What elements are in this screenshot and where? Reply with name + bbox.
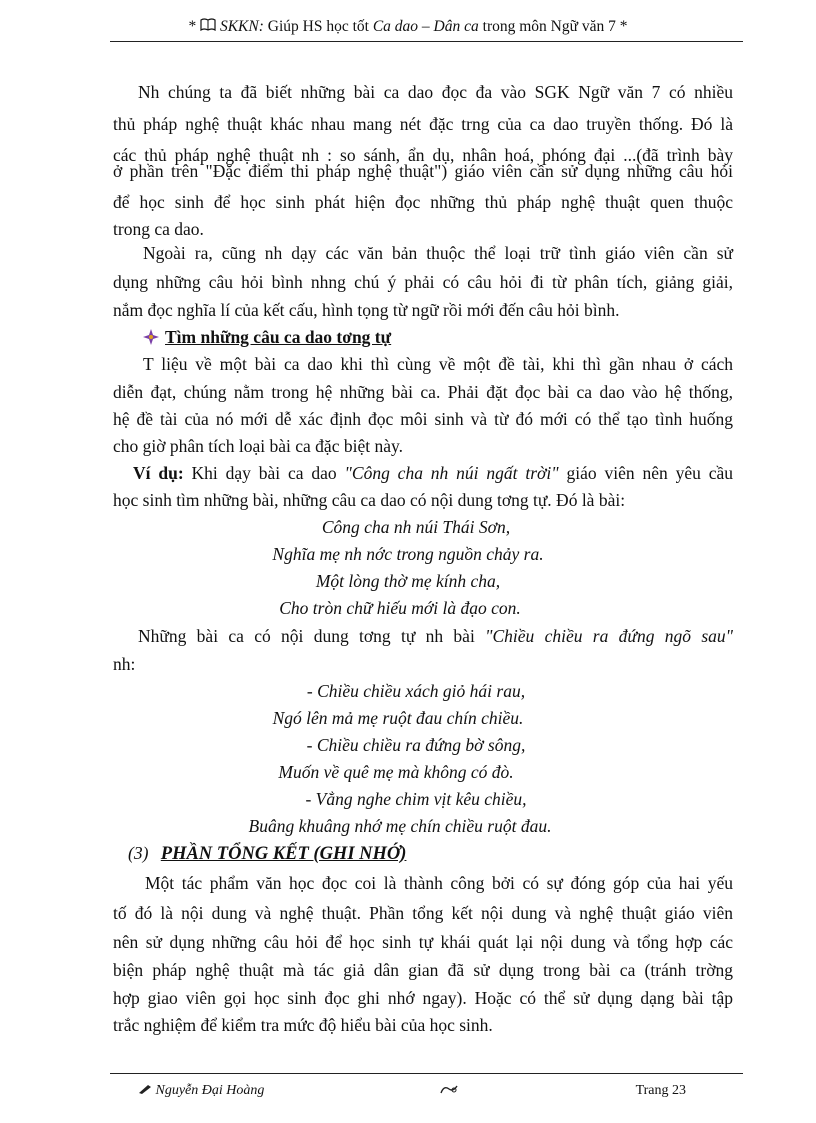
poem2-line-4: Muốn về quê mẹ mà không có đò. — [278, 762, 514, 782]
p2-line-2: dụng những câu hỏi bình nhng chú ý phải có câu hỏi đi từ phân tích, giảng giải, — [113, 272, 733, 292]
poem1-line-2: Nghĩa mẹ nh nớc trong nguồn chảy ra. — [272, 544, 544, 564]
p1-line-2: thủ pháp nghệ thuật khác nhau mang nét đặc trng của ca dao truyền thống. Đó là — [113, 114, 733, 134]
section-heading — [143, 327, 391, 348]
p4-line-1 — [138, 626, 733, 647]
footer-author — [138, 1083, 264, 1099]
p1-line-3: các thủ pháp nghệ thuật nh : so sánh, ẩn dụ, nhân hoá, phóng đại ...(đã trình bày — [113, 145, 733, 165]
book-icon — [200, 18, 216, 36]
header-prefix: * — [188, 18, 201, 35]
example-line-2: học sinh tìm những bài, những câu ca dao có nội dung tơng tự. Đó là bài: — [113, 490, 626, 510]
example-label: Ví dụ: — [133, 463, 184, 483]
p2-line-1: Ngoài ra, cũng nh dạy các văn bản thuộc thể loại trữ tình giáo viên cần sử — [143, 243, 733, 263]
p1-line-6: trong ca dao. — [113, 219, 204, 239]
poem2-line-3: - Chiều chiều ra đứng bờ sông, — [306, 735, 526, 755]
p3-line-2: diễn đạt, chúng nằm trong hệ những bài ca. Phải đặt đọc bài ca dao vào hệ thống, — [113, 382, 733, 402]
footer-page-number: Trang 23 — [635, 1083, 686, 1098]
example-quote: "Công cha nh núi ngất trời" — [344, 463, 559, 483]
p5-line-3: nên sử dụng những câu hỏi để học sinh tự khái quát lại nội dung và tổng hợp các — [113, 932, 733, 952]
header-title-b: Ca dao – Dân ca — [372, 18, 479, 35]
p1-line-1: Nh chúng ta đã biết những bài ca dao đọc đa vào SGK Ngữ văn 7 có nhiều — [138, 82, 733, 102]
p5-line-5: hợp giao viên gọi học sinh đọc ghi nhớ ngay). Hoặc có thể sử dụng dạng bài tập — [113, 988, 733, 1008]
p1-line-4: ở phần trên "Đặc điểm thi pháp nghệ thuật") giáo viên cần sử dụng những câu hỏi — [113, 161, 733, 181]
section-heading-text: Tìm những câu ca dao tơng tự — [165, 327, 392, 347]
header-title-c: trong môn Ngữ văn 7 * — [478, 18, 628, 35]
p5-line-2: tố đó là nội dung và nghệ thuật. Phần tổng kết nội dung và nghệ thuật giáo viên — [113, 903, 733, 923]
example-line-1 — [133, 463, 733, 484]
poem1-line-1: Công cha nh núi Thái Sơn, — [321, 517, 511, 537]
example-text-a: Khi dạy bài ca dao — [183, 463, 345, 483]
footer-rule — [110, 1073, 743, 1074]
poem2-line-2: Ngó lên mả mẹ ruột đau chín chiều. — [272, 708, 524, 728]
poem2-line-1: - Chiều chiều xách giỏ hái rau, — [306, 681, 526, 701]
footer-author-name: Nguyễn Đại Hoàng — [155, 1083, 265, 1098]
poem1-line-4: Cho tròn chữ hiếu mới là đạo con. — [279, 598, 521, 618]
p5-line-4: biện pháp nghệ thuật mà tác giả dân gian đã sử dụng trong bài ca (tránh trờng — [113, 960, 733, 980]
p4-text-a: Những bài ca có nội dung tơng tự nh bài — [138, 626, 486, 646]
example-text-b: giáo viên nên yêu cầu — [558, 463, 734, 483]
pen-icon — [138, 1083, 152, 1099]
header-title-a: Giúp HS học tốt — [263, 18, 373, 35]
header-skkn: SKKN: — [216, 18, 264, 35]
section3-heading — [128, 843, 406, 865]
section3-number: (3) — [128, 843, 149, 863]
p4-quote: "Chiều chiều ra đứng ngõ sau" — [485, 626, 733, 646]
p4-line-2: nh: — [113, 654, 136, 674]
p5-line-1: Một tác phẩm văn học đọc coi là thành công bởi có sự đóng góp của hai yếu — [145, 873, 733, 893]
p3-line-4: cho giờ phân tích loại bài ca đặc biệt này. — [113, 436, 403, 456]
header-rule — [110, 41, 743, 42]
sparkle-bullet-icon — [143, 329, 159, 345]
section3-title: PHẦN TỔNG KẾT (GHI NHỚ) — [160, 844, 407, 864]
poem1-line-3: Một lòng thờ mẹ kính cha, — [315, 571, 501, 591]
writing-hand-icon — [440, 1083, 458, 1100]
p1-line-5: để học sinh để học sinh phát hiện đọc những thủ pháp nghệ thuật quen thuộc — [113, 192, 733, 212]
p2-line-3: nắm đọc nghĩa lí của kết cấu, hình tọng từ ngữ rồi mới đến câu hỏi bình. — [113, 300, 620, 320]
p3-line-3: hệ đề tài của nó mới dễ xác định đọc môi sinh và từ đó mới có thể tạo tình huống — [113, 409, 733, 429]
poem2-line-5: - Vẳng nghe chim vịt kêu chiều, — [305, 789, 527, 809]
poem2-line-6: Buâng khuâng nhớ mẹ chín chiều ruột đau. — [248, 816, 552, 836]
page-header — [0, 18, 816, 36]
p3-line-1: T liệu về một bài ca dao khi thì cùng về một đề tài, khi thì gần nhau ở cách — [143, 354, 733, 374]
p5-line-6: trắc nghiệm để kiểm tra mức độ hiểu bài của học sinh. — [113, 1015, 493, 1035]
